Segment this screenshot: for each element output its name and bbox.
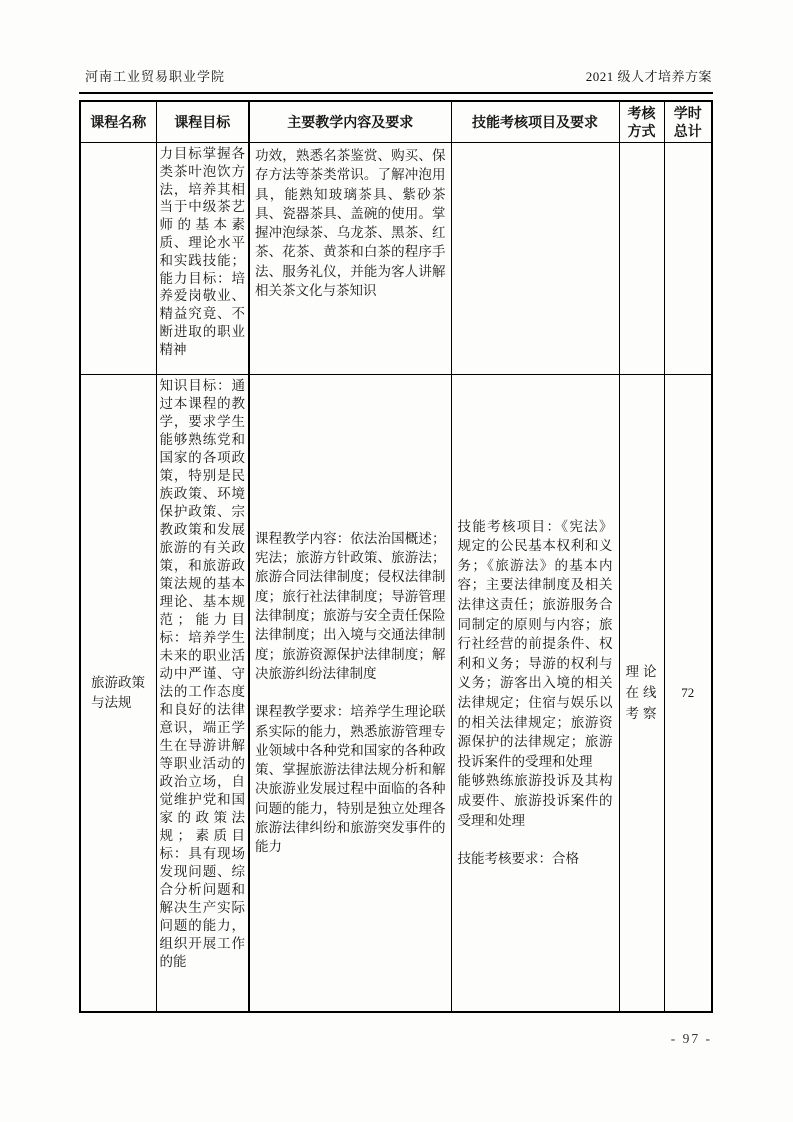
course-objectives-cell: 力目标掌握各类茶叶泡饮方法，培养其相当于中级茶艺师的基本素质、理论水平和实践技能；能力目标：培养爱岗敬业、精益究竟、不断进取的职业精神 — [156, 143, 249, 375]
table-row-continuation — [80, 143, 712, 375]
teaching-content-paragraph: 课程教学内容：依法治国概述；宪法；旅游方针政策、旅游法；旅游合同法律制度；侵权法律制度；旅行社法律制度；导游管理法律制度；旅游与安全责任保险法律制度；出入境与交通法律制度；旅游资源保护法律制度；解决旅游纠纷法律制度 — [255, 530, 446, 681]
page-number: - 97 - — [670, 1031, 712, 1046]
skill-assessment-cell — [451, 375, 619, 1012]
assessment-items-paragraph: 技能考核项目：《宪法》规定的公民基本权利和义务；《旅游法》的基本内容；主要法律制度及相关法律这责任；旅游服务合同制定的原则与内容；旅行社经营的前提条件、权利和义务；导游的权利与义务；游客出入境的相关法律规定；住宿与娱乐以的相关法律规定；旅游资源保护的法律规定；旅游投诉案件的受理和处理 — [457, 518, 613, 769]
document-header-school-name: 河南工业贸易职业学院 — [85, 69, 226, 84]
table-row-tourism-law — [80, 375, 712, 1012]
skill-assessment-cell — [451, 143, 619, 375]
col-header-course-objectives: 课程目标 — [156, 101, 249, 143]
course-objectives-cell: 知识目标：通过本课程的教学，要求学生能够熟练党和国家的各项政策，特别是民族政策、环境保护政策、宗教政策和发展旅游的有关政策，和旅游政策法规的基本理论、基本规范；能力目标：培养学生未来的职业活动中严谨、守法的工作态度和良好的法律意识，端正学生在导游讲解等职业活动的政治立场，自觉维护党和国家的政策法规；素质目标：具有现场发现问题、综合分析问题和解决生产实际问题的能力，组织开展工作的能 — [156, 375, 249, 1012]
course-name-cell — [80, 143, 156, 375]
header-rule — [79, 92, 713, 94]
curriculum-table — [79, 100, 713, 1013]
total-hours-cell — [664, 143, 712, 375]
col-header-total-hours: 学时总计 — [664, 101, 712, 143]
assessment-ability-paragraph: 能够熟练旅游投诉及其构成要件、旅游投诉案件的受理和处理 — [457, 773, 613, 828]
teaching-requirements-paragraph: 课程教学要求：培养学生理论联系实际的能力，熟悉旅游管理专业领域中各种党和国家的各种政策、掌握旅游法律法规分析和解决旅游业发展过程中面临的各种问题的能力，特别是独立处理各旅游法律纠纷和旅游突发事件的能力 — [255, 704, 446, 855]
col-header-skill-assessment: 技能考核项目及要求 — [451, 101, 619, 143]
total-hours-cell: 72 — [664, 375, 712, 1012]
col-header-course-name: 课程名称 — [80, 101, 156, 143]
document-header-plan-title: 2021 级人才培养方案 — [585, 69, 712, 84]
assessment-method-cell: 理论在线考察 — [619, 375, 664, 1012]
col-header-assessment-method: 考核方式 — [619, 101, 664, 143]
assessment-method-cell — [619, 143, 664, 375]
col-header-teaching-content: 主要教学内容及要求 — [249, 101, 451, 143]
assessment-requirement-paragraph: 技能考核要求：合格 — [457, 851, 579, 867]
teaching-content-cell: 功效，熟悉名茶鉴赏、购买、保存方法等茶类常识。了解冲泡用具，能熟知玻璃茶具、紫砂茶具、瓷器茶具、盖碗的使用。掌握冲泡绿茶、乌龙茶、黑茶、红茶、花茶、黄茶和白茶的程序手法、服务礼仪，并能为客人讲解相关茶文化与茶知识 — [249, 143, 451, 375]
table-header-row — [80, 101, 712, 143]
teaching-content-cell — [249, 375, 451, 1012]
course-name-cell: 旅游政策与法规 — [80, 375, 156, 1012]
